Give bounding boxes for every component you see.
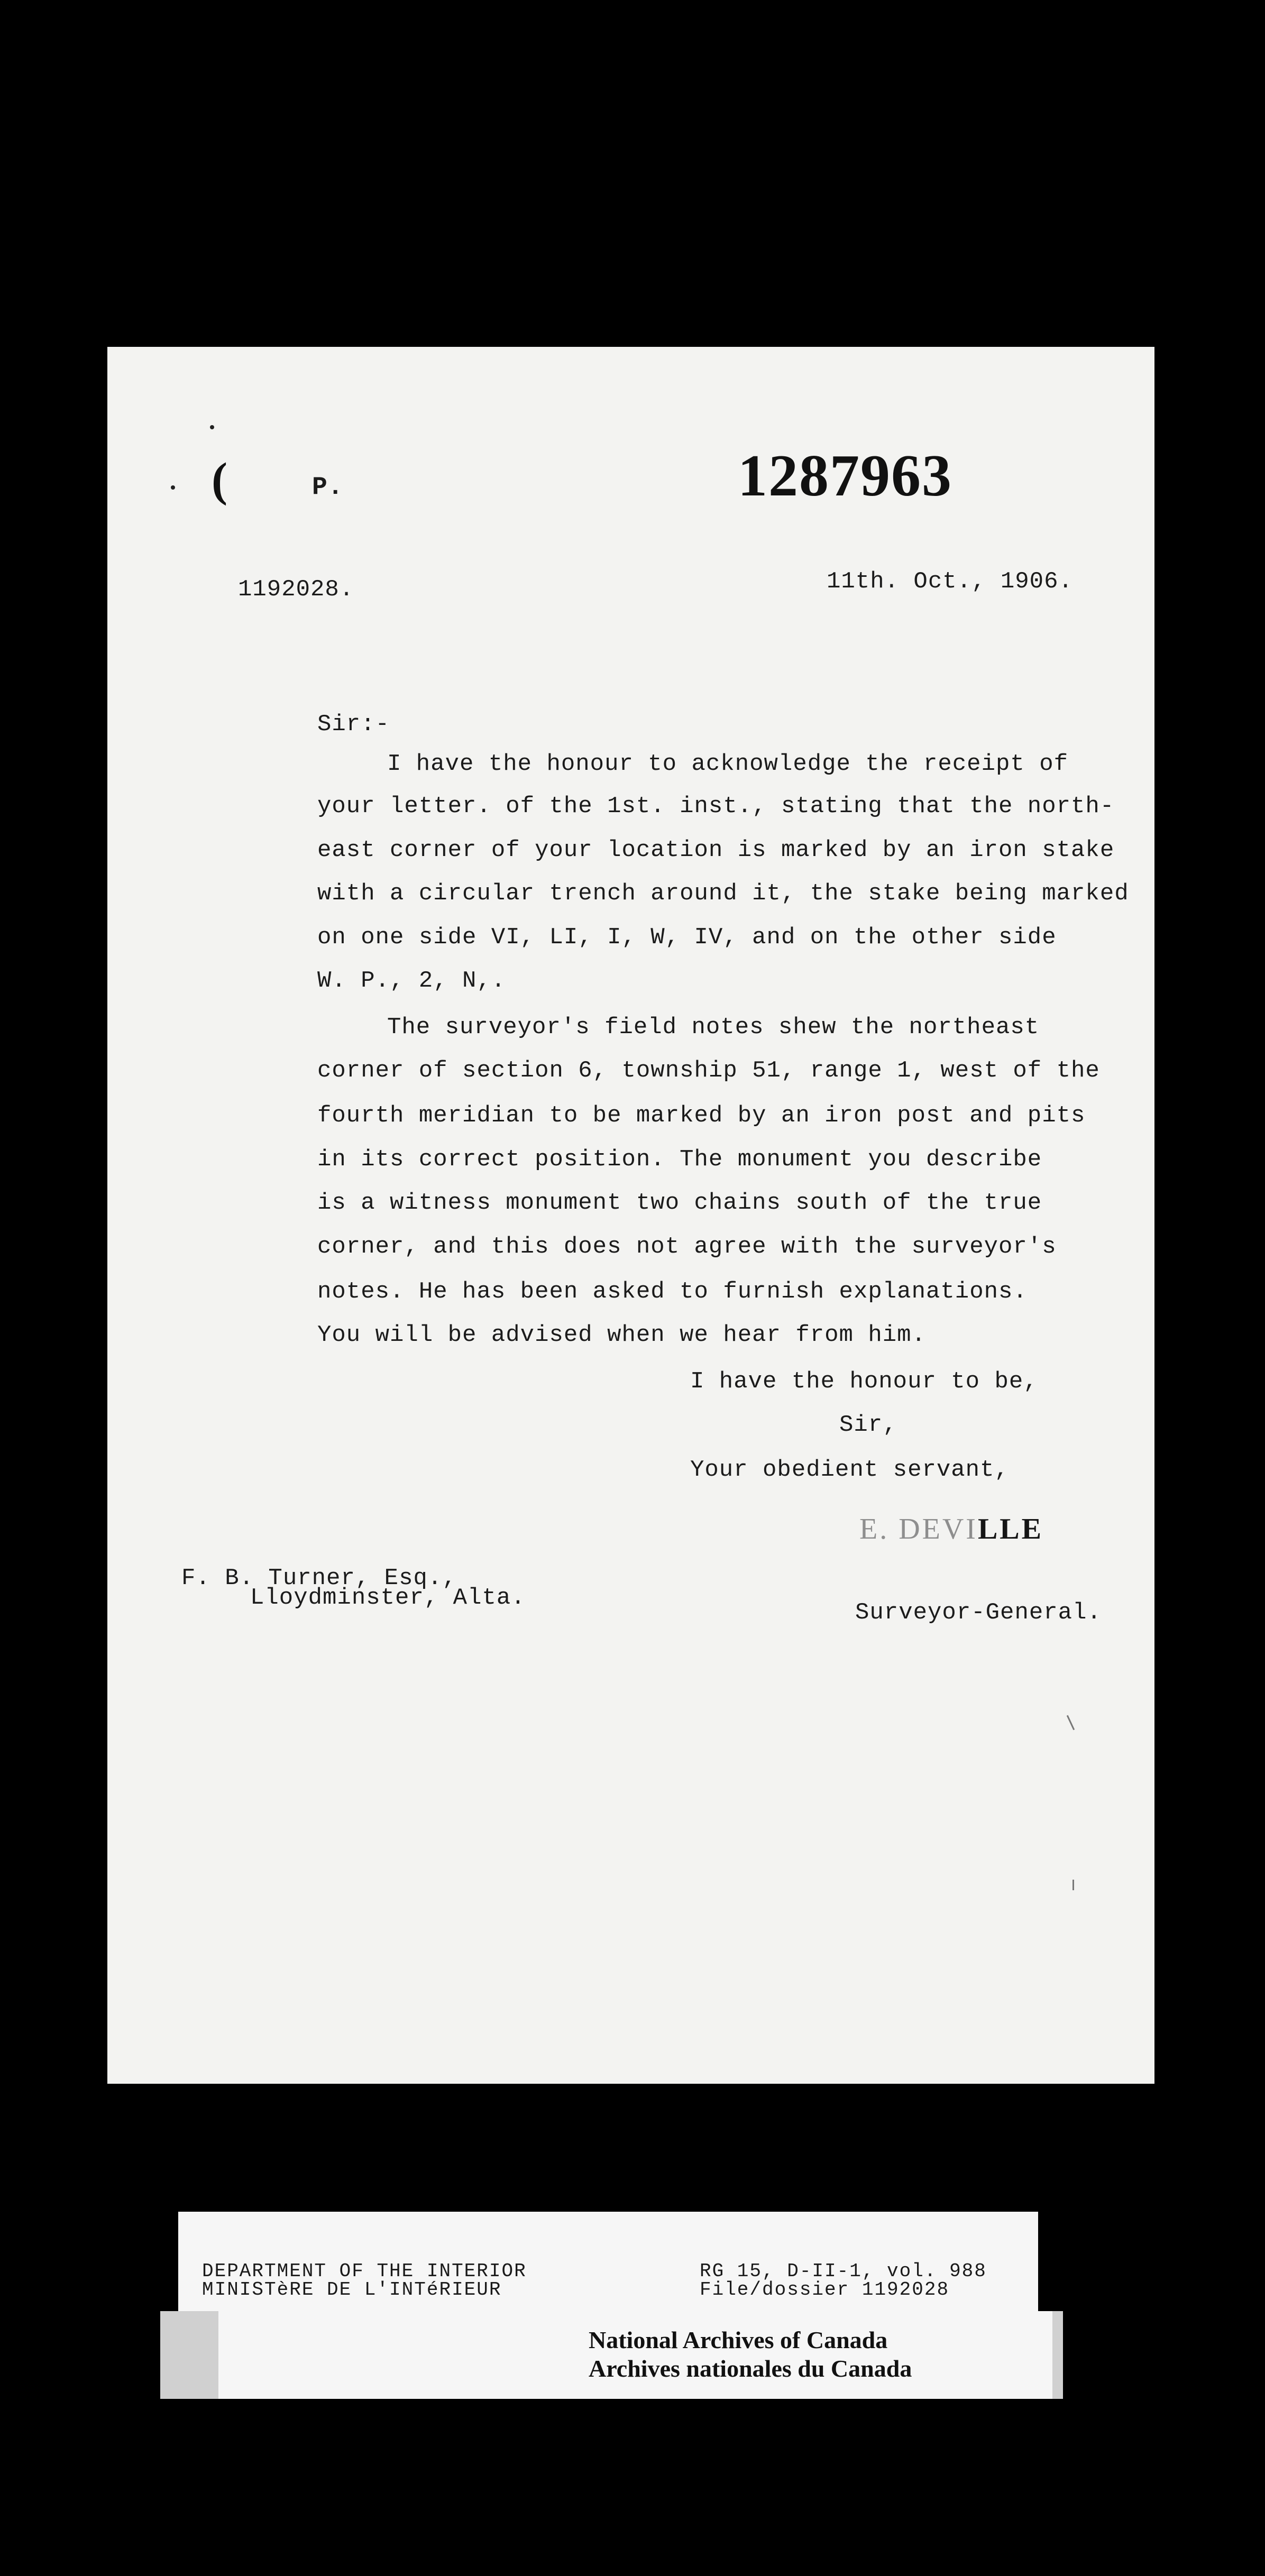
- body-line: W. P., 2, N,.: [317, 968, 506, 994]
- archive-file: File/dossier 1192028: [700, 2279, 950, 2301]
- archive-reference-label: [178, 2212, 1038, 2311]
- closing-line: Sir,: [839, 1412, 897, 1438]
- file-number: 1192028.: [238, 576, 354, 603]
- body-line: I have the honour to acknowledge the receipt of: [387, 751, 1069, 777]
- body-line: corner, and this does not agree with the surveyor's: [317, 1234, 1057, 1260]
- addressee-place: Lloydminster, Alta.: [250, 1585, 526, 1611]
- body-line: on one side VI, LI, I, W, IV, and on the other side: [317, 924, 1057, 951]
- paper-mark: [1072, 1880, 1074, 1890]
- initial-p: P.: [312, 473, 344, 502]
- department-french: MINISTèRE DE L'INTéRIEUR: [202, 2279, 502, 2301]
- body-line: with a circular trench around it, the stake being marked: [317, 880, 1129, 907]
- ink-dot: [171, 485, 175, 490]
- body-line: your letter. of the 1st. inst., stating that the north-: [317, 793, 1115, 820]
- archive-reference: RG 15, D-II-1, vol. 988: [700, 2260, 987, 2282]
- ink-dot: [210, 425, 214, 429]
- body-line: fourth meridian to be marked by an iron post and pits: [317, 1102, 1086, 1129]
- closing-line: I have the honour to be,: [690, 1368, 1038, 1395]
- body-line: The surveyor's field notes shew the northeast: [387, 1014, 1040, 1041]
- body-line: is a witness monument two chains south of the true: [317, 1190, 1042, 1216]
- stamp-number: 1287963: [738, 443, 952, 509]
- addressee-name: F. B. Turner, Esq.,: [181, 1565, 457, 1591]
- body-line: east corner of your location is marked by an iron stake: [317, 837, 1115, 863]
- signature-initial: E. DEVI: [859, 1513, 978, 1545]
- signature-rest: LLE: [977, 1513, 1044, 1545]
- body-line: You will be advised when we hear from him.: [317, 1322, 926, 1348]
- signer-title: Surveyor-General.: [855, 1599, 1102, 1626]
- handwritten-mark: (: [212, 454, 227, 506]
- department-english: DEPARTMENT OF THE INTERIOR: [202, 2260, 527, 2282]
- archive-name-english: National Archives of Canada: [589, 2326, 888, 2353]
- salutation: Sir:-: [317, 711, 390, 738]
- letter-date: 11th. Oct., 1906.: [827, 568, 1073, 595]
- body-line: in its correct position. The monument you describe: [317, 1146, 1042, 1173]
- body-line: notes. He has been asked to furnish explanations.: [317, 1278, 1028, 1305]
- body-line: corner of section 6, township 51, range 1, west of the: [317, 1057, 1100, 1084]
- closing-line: Your obedient servant,: [690, 1457, 1009, 1483]
- signature-stamp: [859, 1512, 1043, 1546]
- archive-banner: [160, 2311, 1063, 2399]
- archive-name-french: Archives nationales du Canada: [589, 2355, 912, 2382]
